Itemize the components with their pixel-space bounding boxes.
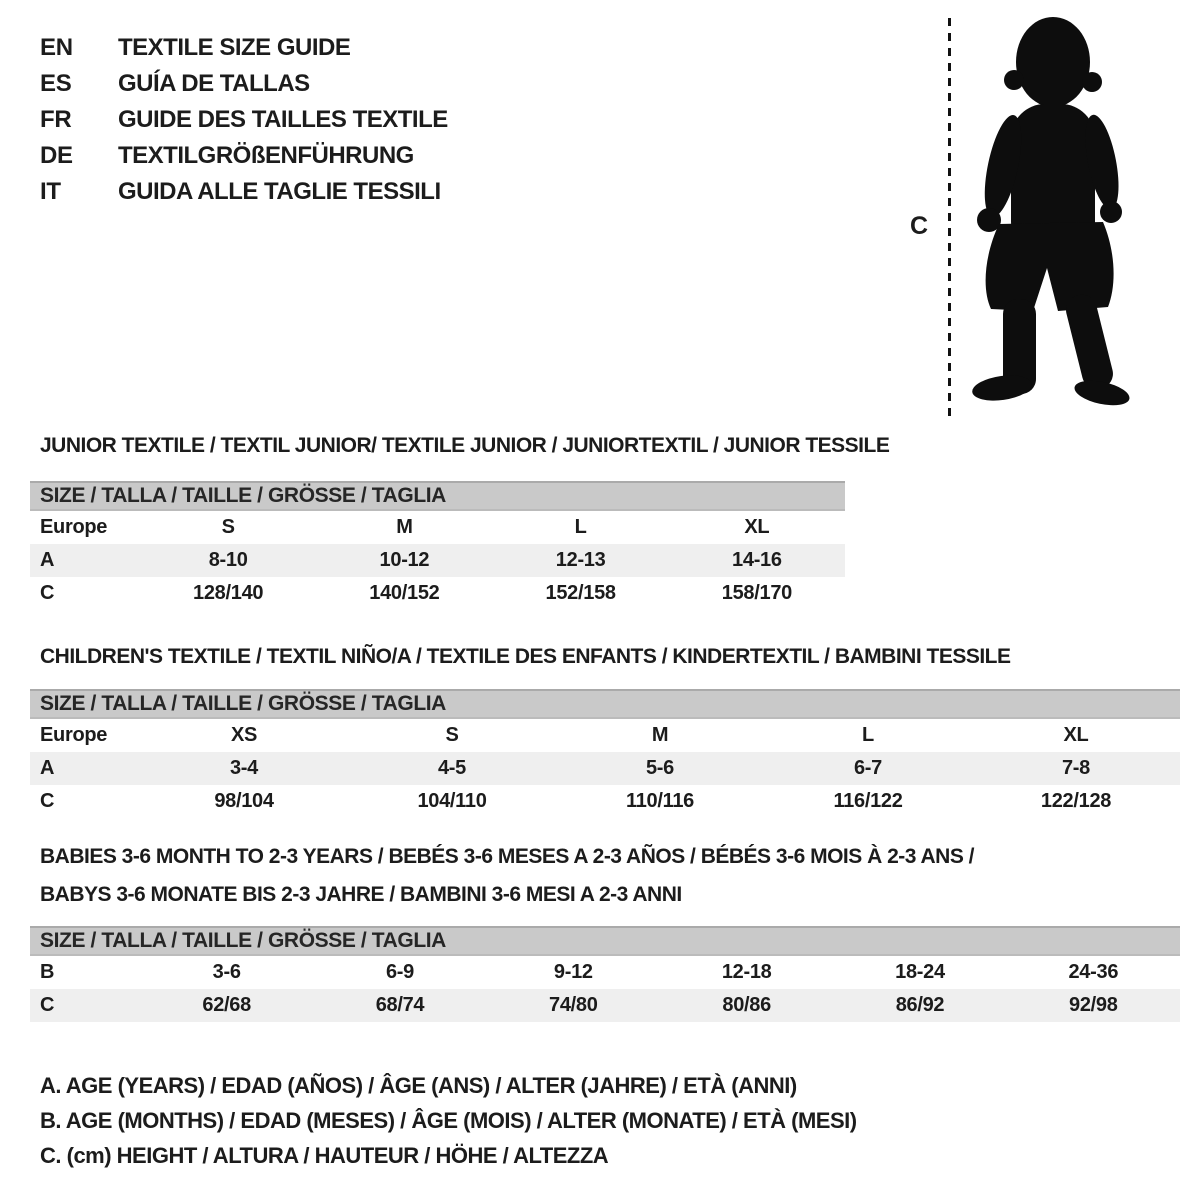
lang-title: TEXTILE SIZE GUIDE <box>118 34 351 61</box>
months-cell: 24-36 <box>1068 961 1119 983</box>
lang-title: GUIDA ALLE TAGLIE TESSILI <box>118 178 441 205</box>
legend-line-a: A. AGE (YEARS) / EDAD (AÑOS) / ÂGE (ANS) / ALTER (JAHRE) / ETÀ (ANNI) <box>40 1072 797 1098</box>
legend-line-b: B. AGE (MONTHS) / EDAD (MESES) / ÂGE (MOIS) / ALTER (MONATE) / ETÀ (MESI) <box>40 1107 857 1133</box>
months-cell: 6-9 <box>385 961 414 983</box>
row-label: A <box>40 757 55 779</box>
height-measure-label: C <box>910 212 929 240</box>
lang-code: DE <box>40 142 73 169</box>
height-cell: 152/158 <box>545 582 616 604</box>
height-cell: 158/170 <box>721 582 792 604</box>
lang-code: ES <box>40 70 72 97</box>
height-cell: 116/122 <box>833 790 903 812</box>
row-label: Europe <box>40 516 108 538</box>
babies-section-title-line2: BABYS 3-6 MONATE BIS 2-3 JAHRE / BAMBINI 3-6 MESI A 2-3 ANNI <box>40 883 682 906</box>
lang-title: TEXTILGRÖßENFÜHRUNG <box>118 142 414 169</box>
junior-section-title: JUNIOR TEXTILE / TEXTIL JUNIOR/ TEXTILE JUNIOR / JUNIORTEXTIL / JUNIOR TESSILE <box>40 434 890 457</box>
age-cell: 14-16 <box>732 549 782 571</box>
size-cell: M <box>651 724 669 746</box>
age-cell: 10-12 <box>379 549 430 571</box>
legend-line-c: C. (cm) HEIGHT / ALTURA / HAUTEUR / HÖHE / ALTEZZA <box>40 1142 609 1168</box>
height-cell: 122/128 <box>1040 790 1112 812</box>
age-cell: 4-5 <box>437 757 466 779</box>
row-label: C <box>40 994 55 1016</box>
age-cell: 12-13 <box>555 549 606 571</box>
height-cell: 128/140 <box>193 582 264 604</box>
language-header <box>40 30 448 210</box>
age-cell: 8-10 <box>208 549 248 571</box>
lang-code: IT <box>40 178 61 205</box>
row-label: C <box>40 582 55 604</box>
table-row-months <box>30 956 1180 989</box>
months-cell: 3-6 <box>212 961 241 983</box>
size-header-band: SIZE / TALLA / TAILLE / GRÖSSE / TAGLIA <box>30 481 845 511</box>
lang-row-de <box>40 138 448 174</box>
size-cell: L <box>574 516 587 538</box>
measurement-legend <box>40 1068 857 1173</box>
height-cell: 110/116 <box>626 790 694 812</box>
babies-size-table <box>30 926 1180 1022</box>
months-cell: 12-18 <box>721 961 772 983</box>
height-cell: 80/86 <box>722 994 771 1016</box>
height-cell: 74/80 <box>549 994 598 1016</box>
height-cell: 62/68 <box>202 994 251 1016</box>
size-cell: L <box>862 724 874 746</box>
table-row-height <box>30 577 845 610</box>
table-row-height <box>30 785 1180 818</box>
size-cell: S <box>445 724 459 746</box>
toddler-silhouette-image <box>963 16 1143 416</box>
lang-title: GUÍA DE TALLAS <box>118 70 310 97</box>
age-cell: 3-4 <box>229 757 258 779</box>
height-cell: 140/152 <box>369 582 440 604</box>
children-section-title: CHILDREN'S TEXTILE / TEXTIL NIÑO/A / TEXTILE DES ENFANTS / KINDERTEXTIL / BAMBINI TESSILE <box>40 645 1011 668</box>
height-cell: 86/92 <box>895 994 945 1016</box>
height-cell: 68/74 <box>375 994 425 1016</box>
table-row-age <box>30 544 845 577</box>
size-cell: XL <box>1063 724 1089 746</box>
row-label: B <box>40 961 55 983</box>
months-cell: 18-24 <box>895 961 945 983</box>
size-cell: S <box>221 516 235 538</box>
age-cell: 6-7 <box>853 757 882 779</box>
height-measure-dashed-line <box>948 18 951 416</box>
size-header-band: SIZE / TALLA / TAILLE / GRÖSSE / TAGLIA <box>30 926 1180 956</box>
size-header-band: SIZE / TALLA / TAILLE / GRÖSSE / TAGLIA <box>30 689 1180 719</box>
lang-code: EN <box>40 34 73 61</box>
lang-row-fr <box>40 102 448 138</box>
row-label: C <box>40 790 55 812</box>
age-cell: 7-8 <box>1061 757 1090 779</box>
table-row-height <box>30 989 1180 1022</box>
table-row-europe <box>30 719 1180 752</box>
lang-row-it <box>40 174 448 210</box>
height-cell: 98/104 <box>214 790 274 812</box>
height-cell: 92/98 <box>1069 994 1118 1016</box>
size-cell: XL <box>744 516 770 538</box>
lang-title: GUIDE DES TAILLES TEXTILE <box>118 106 448 133</box>
size-cell: M <box>396 516 413 538</box>
lang-row-es <box>40 66 448 102</box>
junior-size-table <box>30 481 845 610</box>
age-cell: 5-6 <box>645 757 674 779</box>
months-cell: 9-12 <box>553 961 593 983</box>
table-row-europe <box>30 511 845 544</box>
table-row-age <box>30 752 1180 785</box>
height-cell: 104/110 <box>417 790 487 812</box>
lang-code: FR <box>40 106 72 133</box>
children-size-table <box>30 689 1180 818</box>
size-cell: XS <box>230 724 258 746</box>
row-label: Europe <box>40 724 108 746</box>
toddler-silhouette-svg <box>963 16 1143 416</box>
lang-row-en <box>40 30 448 66</box>
babies-section-title-line1: BABIES 3-6 MONTH TO 2-3 YEARS / BEBÉS 3-6 MESES A 2-3 AÑOS / BÉBÉS 3-6 MOIS À 2-3 ANS / <box>40 845 975 868</box>
row-label: A <box>40 549 55 571</box>
